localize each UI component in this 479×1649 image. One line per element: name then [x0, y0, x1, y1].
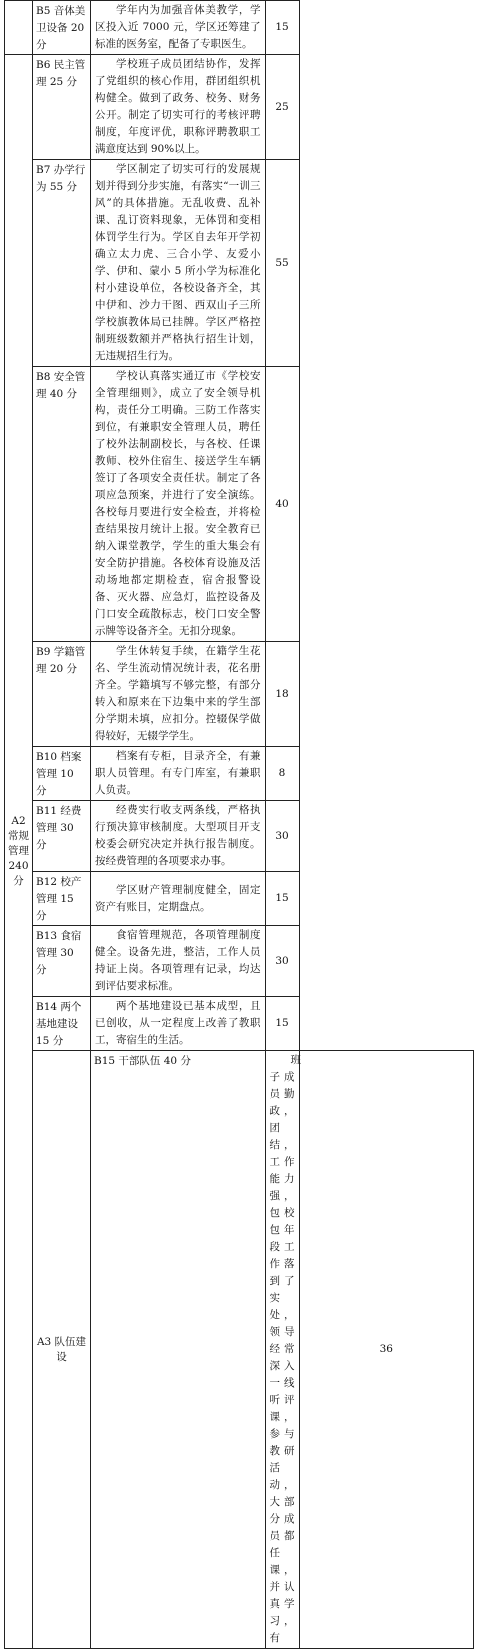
- description-text: 班子成员勤政，团结，工作能力强，包校包年段工作落到了实处，领导经常深入一线听评课，参与教研活动，大部分成员都任课，并认真学习，有: [269, 1054, 301, 1644]
- category-cell: A2 常规管理 240 分: [5, 55, 33, 1649]
- item-cell: B8 安全管理 40 分: [33, 367, 91, 642]
- table-row: [5, 367, 474, 642]
- description-text: 学校认真落实通辽市《学校安全管理细则》，成立了安全领导机构，责任分工明确。三防工作落实到位，有兼职安全管理人员，聘任了校外法制副校长，与各校、任课教师、校外住宿生、接送学生车辆签订了各项安全责任状。制定了各项应急预案，并进行了安全演练。各校每月要进行安全检查，并将检查结果按月统计上报。安全教育已纳入课堂教学，学生的重大集会有安全防护措施。各校体育设施及活动场地都定期检查，宿舍报警设备、灭火器、应急灯，监控设备及门口安全疏散标志，校门口安全警示牌等设备齐全。无扣分现象。: [95, 370, 261, 637]
- table-row: [5, 997, 474, 1051]
- description-cell: [91, 642, 266, 747]
- score-cell: 15: [265, 872, 299, 926]
- score-cell: 15: [265, 997, 299, 1051]
- item-cell: B13 食宿管理 30 分: [33, 926, 91, 997]
- item-cell: B15 干部队伍 40 分: [91, 1051, 266, 1649]
- item-cell: B11 经费管理 30 分: [33, 801, 91, 872]
- description-text: 学年内为加强音体美教学，学区投入近 7000 元，学区还筹建了标准的医务室，配备了专职医生。: [95, 4, 261, 50]
- description-cell: [91, 747, 266, 801]
- description-cell: [91, 872, 266, 926]
- description-text: 学生休转复手续，在籍学生花名、学生流动情况统计表，花名册齐全。学籍填写不够完整，有部分转入和原来在下边集中来的学生部分学期未填，应扣分。控辍保学做得较好，无辍学学生。: [95, 645, 261, 742]
- evaluation-table: [4, 0, 474, 1649]
- table-row: [5, 160, 474, 367]
- description-cell: [91, 926, 266, 997]
- item-cell: B12 校产管理 15 分: [33, 872, 91, 926]
- description-text: 档案有专柜，目录齐全，有兼职人员管理。有专门库室，有兼职人负责。: [95, 750, 261, 796]
- description-cell: [91, 367, 266, 642]
- score-cell: 36: [299, 1051, 474, 1649]
- description-text: 两个基地建设已基本成型，且已创收，从一定程度上改善了教职工，寄宿生的生活。: [95, 1000, 261, 1046]
- table-row: [5, 1051, 474, 1649]
- score-cell: 8: [265, 747, 299, 801]
- category-cell: [5, 1, 33, 55]
- score-cell: 15: [265, 1, 299, 55]
- description-cell: [91, 801, 266, 872]
- description-text: 食宿管理规范，各项管理制度健全。设备先进，整洁，工作人员持证上岗。各项管理有记录，均达到评估要求标准。: [95, 929, 261, 992]
- description-cell: [91, 997, 266, 1051]
- score-cell: 18: [265, 642, 299, 747]
- description-cell: [91, 160, 266, 367]
- item-cell: B5 音体美卫设备 20 分: [33, 1, 91, 55]
- table-row: [5, 1, 474, 55]
- table-row: [5, 926, 474, 997]
- score-cell: 30: [265, 801, 299, 872]
- description-cell: [91, 1, 266, 55]
- score-cell: 55: [265, 160, 299, 367]
- description-text: 学校班子成员团结协作，发挥了党组织的核心作用，群团组织机构健全。做到了政务、校务、财务公开。制定了切实可行的考核评聘制度，年度评优，职称评聘教职工满意度达到 90%以上。: [95, 58, 261, 155]
- table-row: [5, 55, 474, 160]
- score-cell: 40: [265, 367, 299, 642]
- table-row: [5, 747, 474, 801]
- score-cell: 30: [265, 926, 299, 997]
- item-cell: B7 办学行为 55 分: [33, 160, 91, 367]
- category-cell: A3 队伍建设: [33, 1051, 91, 1649]
- score-cell: 25: [265, 55, 299, 160]
- description-text: 经费实行收支两条线，严格执行预决算审核制度。大型项目开支校委会研究决定并执行报告制度。按经费管理的各项要求办事。: [95, 804, 261, 867]
- description-cell: [265, 1051, 299, 1649]
- description-text: 学区制定了切实可行的发展规划并得到分步实施，有落实“一训三风”的具体措施。无乱收费、乱补课、乱订资料现象，无体罚和变相体罚学生行为。学区自去年开学初确立太力虎、三合小学、友爱小学、伊和、蒙小 5 所小学为标准化村小建设单位，各校设备齐全，其中伊和、沙力干图、西双山子三所学校旗教体局已挂牌。学区严格控制班级数额并严格执行招生计划，无违规招生行为。: [95, 163, 261, 362]
- item-cell: B14 两个基地建设 15 分: [33, 997, 91, 1051]
- table-row: [5, 801, 474, 872]
- item-cell: B6 民主管理 25 分: [33, 55, 91, 160]
- item-cell: B10 档案管理 10 分: [33, 747, 91, 801]
- item-cell: B9 学籍管理 20 分: [33, 642, 91, 747]
- description-cell: [91, 55, 266, 160]
- table-row: [5, 872, 474, 926]
- table-row: [5, 642, 474, 747]
- description-text: 学区财产管理制度健全，固定资产有账目，定期盘点。: [95, 883, 261, 913]
